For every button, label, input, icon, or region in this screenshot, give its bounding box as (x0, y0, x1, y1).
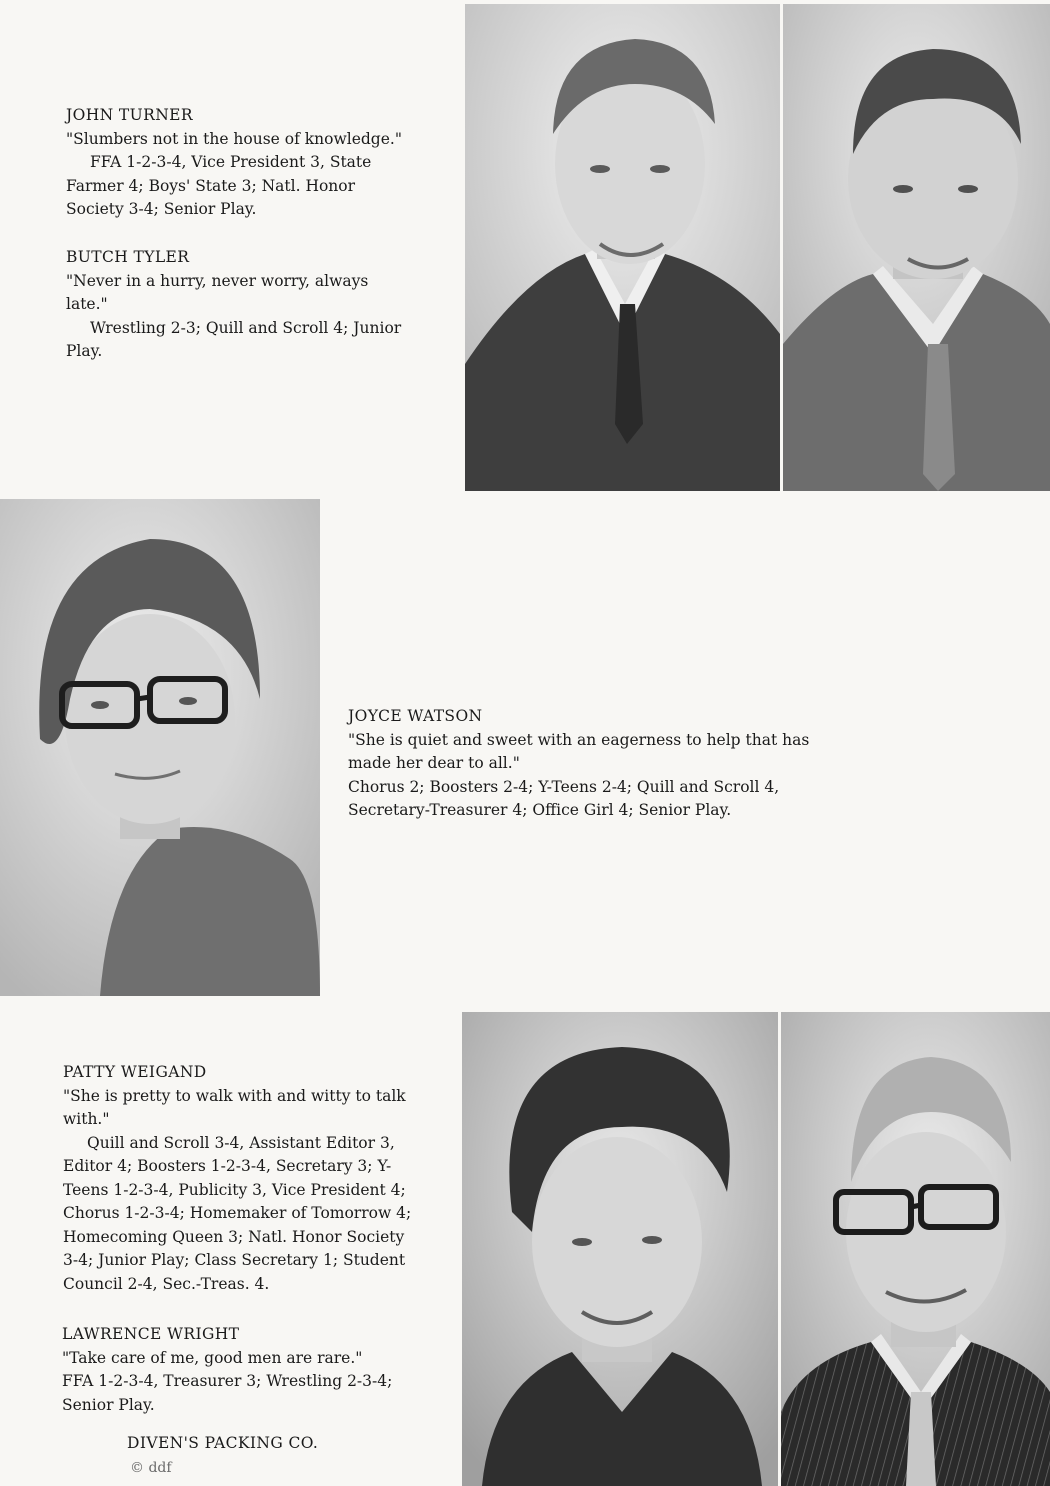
student-name: LAWRENCE WRIGHT (62, 1325, 240, 1343)
portrait-image (465, 4, 780, 491)
student-name: BUTCH TYLER (66, 248, 190, 266)
portrait-image (0, 499, 320, 996)
portrait-photo-joyce-watson (0, 499, 320, 996)
portrait-photo-lawrence-wright (781, 1012, 1050, 1486)
portrait-photo-butch-tyler (783, 4, 1050, 491)
student-quote: "Slumbers not in the house of knowledge." (66, 129, 402, 148)
portrait-photo-john-turner (465, 4, 780, 491)
student-quote: "Take care of me, good men are rare." (62, 1348, 363, 1367)
student-activities: FFA 1-2-3-4, Treasurer 3; Wrestling 2-3-4; Senior Play. (62, 1372, 393, 1414)
student-activities: FFA 1-2-3-4, Vice President 3, State Farmer 4; Boys' State 3; Natl. Honor Society 3-4; Senior Play. (66, 153, 372, 218)
portrait-image (462, 1012, 778, 1486)
student-quote: "She is quiet and sweet with an eagerness to help that has made her dear to all." (348, 730, 810, 772)
sponsor-credit: DIVEN'S PACKING CO. (127, 1434, 319, 1452)
bio-john-turner (66, 104, 406, 222)
copyright-mark: © ddf (130, 1460, 172, 1476)
bio-butch-tyler (66, 246, 406, 364)
student-quote: "Never in a hurry, never worry, always late." (66, 271, 369, 313)
portrait-image (783, 4, 1050, 491)
student-activities: Wrestling 2-3; Quill and Scroll 4; Junior Play. (66, 318, 402, 360)
portrait-image (781, 1012, 1050, 1486)
student-quote: "She is pretty to walk with and witty to talk with." (63, 1086, 406, 1128)
bio-patty-weigand (63, 1061, 423, 1296)
student-activities: Quill and Scroll 3-4, Assistant Editor 3, Editor 4; Boosters 1-2-3-4, Secretary 3; Y-Teens 1-2-3-4, Publicity 3, Vice President 4; Chorus 1-2-3-4; Homemaker of Tomorrow 4; Homecoming Queen 3; Natl. Honor Society 3-4; Junior Play; Class Secretary 1; Student Council 2-4, Sec.-Treas. 4. (63, 1133, 412, 1293)
bio-lawrence-wright (62, 1323, 432, 1417)
student-name: JOHN TURNER (66, 106, 193, 124)
student-name: PATTY WEIGAND (63, 1063, 207, 1081)
student-activities: Chorus 2; Boosters 2-4; Y-Teens 2-4; Quill and Scroll 4, Secretary-Treasurer 4; Office Girl 4; Senior Play. (348, 777, 780, 819)
bio-joyce-watson (348, 705, 824, 823)
portrait-photo-patty-weigand (462, 1012, 778, 1486)
student-name: JOYCE WATSON (348, 707, 483, 725)
